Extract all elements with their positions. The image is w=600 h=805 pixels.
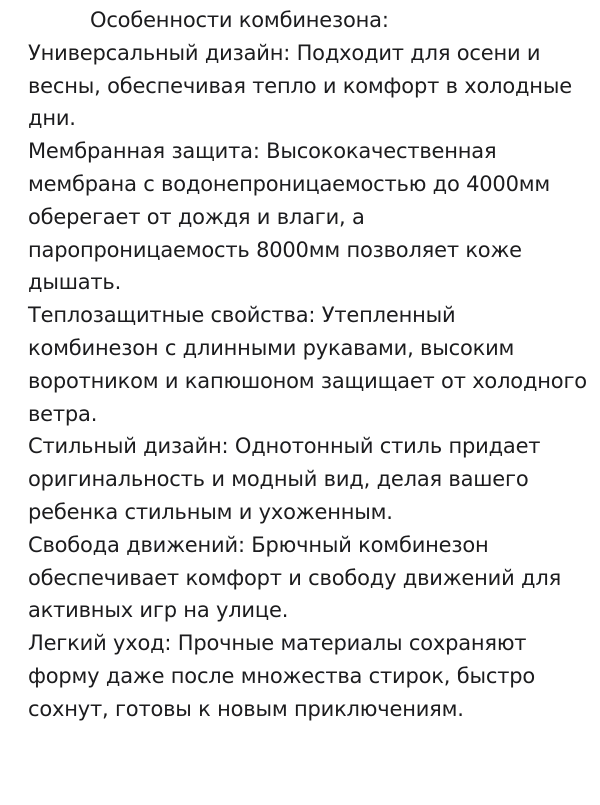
feature-easy-care: Легкий уход: Прочные материалы сохраняют форму даже после множества стирок, быстро сохнут, готовы к новым приключениям.: [28, 631, 536, 721]
product-description: [28, 4, 588, 726]
feature-freedom-of-movement: Свобода движений: Брючный комбинезон обеспечивает комфорт и свободу движений для активных игр на улице.: [28, 532, 562, 623]
feature-thermal-protection: Теплозащитные свойства: Утепленный комбинезон с длинными рукавами, высоким воротником и капюшоном защищает от холодного ветра.: [28, 303, 587, 426]
section-heading: Особенности комбинезона:: [90, 8, 389, 32]
feature-universal-design: Универсальный дизайн: Подходит для осени и весны, обеспечивая тепло и комфорт в холодные дни.: [28, 40, 572, 131]
feature-stylish-design: Стильный дизайн: Однотонный стиль придает оригинальность и модный вид, делая вашего ребенка стильным и ухоженным.: [28, 434, 541, 524]
feature-membrane-protection: Мембранная защита: Высококачественная мембрана с водонепроницаемостью до 4000мм оберегает от дождя и влаги, а паропроницаемость 8000мм позволяет коже дышать.: [28, 139, 551, 295]
